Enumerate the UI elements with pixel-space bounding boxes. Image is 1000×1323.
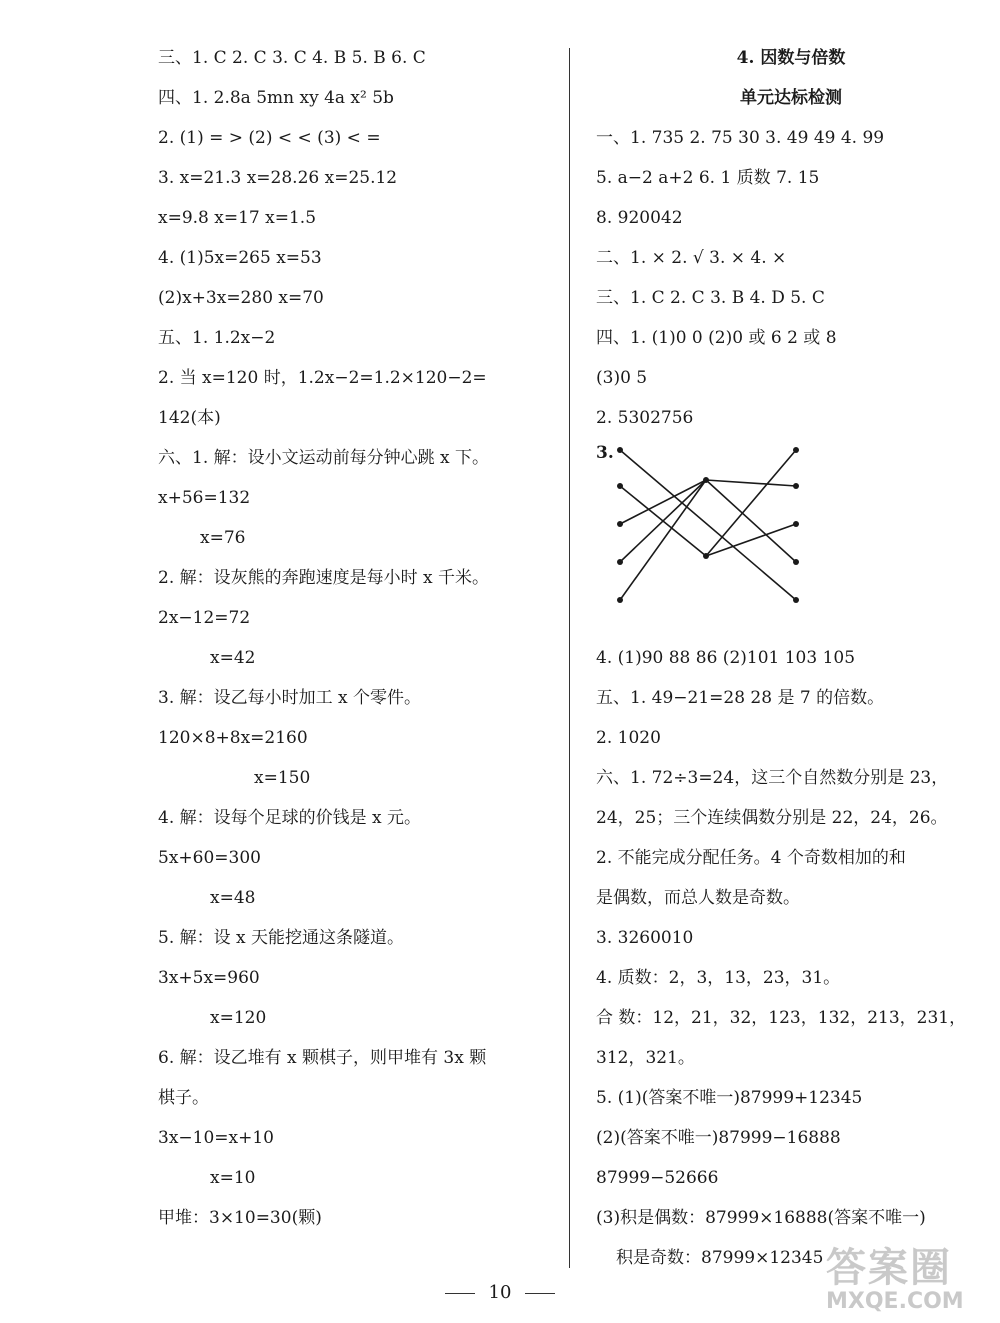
match-dot bbox=[617, 597, 623, 603]
section-subtitle: 单元达标检测 bbox=[740, 88, 842, 108]
match-dot bbox=[793, 597, 799, 603]
answer-line: 三、1. C 2. C 3. B 4. D 5. C bbox=[596, 288, 825, 308]
right-column bbox=[596, 38, 986, 1278]
match-dot bbox=[617, 447, 623, 453]
solution-line: x=120 bbox=[210, 1008, 267, 1028]
answer-line: 4. (1)5x=265 x=53 bbox=[158, 248, 322, 268]
answer-line: 甲堆：3×10=30(颗) bbox=[158, 1208, 322, 1228]
answer-line: 2. 5302756 bbox=[596, 408, 694, 428]
answer-line: 是偶数，而总人数是奇数。 bbox=[596, 888, 800, 908]
answer-line: 六、1. 72÷3=24，这三个自然数分别是 23， bbox=[596, 768, 949, 788]
match-dot bbox=[793, 521, 799, 527]
answer-line: 5. 解：设 x 天能挖通这条隧道。 bbox=[158, 928, 405, 948]
answer-line: 2. (1) = > (2) < < (3) < = bbox=[158, 128, 381, 148]
answer-line: 积是奇数：87999×12345 bbox=[616, 1248, 824, 1268]
left-column bbox=[158, 38, 558, 1238]
matching-diagram bbox=[596, 438, 986, 638]
answer-line: 5. a−2 a+2 6. 1 质数 7. 15 bbox=[596, 168, 820, 188]
answer-line: 87999−52666 bbox=[596, 1168, 719, 1188]
match-dot bbox=[793, 483, 799, 489]
column-divider bbox=[569, 48, 570, 1268]
match-dot bbox=[793, 559, 799, 565]
footer-dash-left bbox=[445, 1293, 475, 1294]
answer-line: 五、1. 1.2x−2 bbox=[158, 328, 276, 348]
answer-line: 2. 当 x=120 时，1.2x−2=1.2×120−2= bbox=[158, 368, 487, 388]
answer-line: 3. x=21.3 x=28.26 x=25.12 bbox=[158, 168, 398, 188]
answer-line: 五、1. 49−21=28 28 是 7 的倍数。 bbox=[596, 688, 885, 708]
answer-line: (3)积是偶数：87999×16888(答案不唯一) bbox=[596, 1208, 926, 1228]
match-dot bbox=[703, 477, 709, 483]
footer-dash-right bbox=[525, 1293, 555, 1294]
match-line bbox=[620, 480, 706, 600]
watermark bbox=[826, 1236, 964, 1314]
equation-line: 5x+60=300 bbox=[158, 848, 261, 868]
answer-line: 三、1. C 2. C 3. C 4. B 5. B 6. C bbox=[158, 48, 426, 68]
answer-line: 142(本) bbox=[158, 408, 221, 428]
match-line bbox=[706, 480, 796, 562]
solution-line: x=48 bbox=[210, 888, 256, 908]
watermark-en: MXQE.COM bbox=[826, 1289, 964, 1314]
match-line bbox=[620, 480, 706, 562]
answer-line: (2)(答案不唯一)87999−16888 bbox=[596, 1128, 841, 1148]
solution-line: x=42 bbox=[210, 648, 256, 668]
answer-line: 24，25；三个连续偶数分别是 22，24，26。 bbox=[596, 808, 948, 828]
match-dot bbox=[617, 483, 623, 489]
answer-line: x=9.8 x=17 x=1.5 bbox=[158, 208, 317, 228]
match-line bbox=[706, 480, 796, 486]
matching-lines-diagram bbox=[606, 438, 806, 638]
page-number: 10 bbox=[488, 1282, 512, 1303]
answer-line: 一、1. 735 2. 75 30 3. 49 49 4. 99 bbox=[596, 128, 885, 148]
solution-line: x=150 bbox=[254, 768, 311, 788]
answer-line: 312，321。 bbox=[596, 1048, 695, 1068]
watermark-cn: 答案圈 bbox=[826, 1245, 952, 1291]
equation-line: x+56=132 bbox=[158, 488, 251, 508]
section-title: 4. 因数与倍数 bbox=[736, 48, 846, 68]
answer-line: 2. 不能完成分配任务。4 个奇数相加的和 bbox=[596, 848, 906, 868]
equation-line: 2x−12=72 bbox=[158, 608, 251, 628]
answer-line: 3. 3260010 bbox=[596, 928, 694, 948]
answer-line: 6. 解：设乙堆有 x 颗棋子，则甲堆有 3x 颗 bbox=[158, 1048, 487, 1068]
equation-line: 3x+5x=960 bbox=[158, 968, 260, 988]
answer-line: 8. 920042 bbox=[596, 208, 683, 228]
answer-line: 4. 质数：2，3，13，23，31。 bbox=[596, 968, 841, 988]
solution-line: x=76 bbox=[200, 528, 246, 548]
answer-line: 4. 解：设每个足球的价钱是 x 元。 bbox=[158, 808, 422, 828]
answer-line: (3)0 5 bbox=[596, 368, 648, 388]
answer-line: 5. (1)(答案不唯一)87999+12345 bbox=[596, 1088, 863, 1108]
match-dot bbox=[617, 521, 623, 527]
answer-line: 二、1. × 2. √ 3. × 4. × bbox=[596, 248, 787, 268]
equation-line: 120×8+8x=2160 bbox=[158, 728, 308, 748]
match-dot bbox=[793, 447, 799, 453]
answer-line: 2. 解：设灰熊的奔跑速度是每小时 x 千米。 bbox=[158, 568, 490, 588]
answer-line: 3. 解：设乙每小时加工 x 个零件。 bbox=[158, 688, 422, 708]
answer-line: 2. 1020 bbox=[596, 728, 661, 748]
matching-label: 3. bbox=[596, 443, 614, 463]
equation-line: 3x−10=x+10 bbox=[158, 1128, 274, 1148]
match-dot bbox=[617, 559, 623, 565]
answer-line: (2)x+3x=280 x=70 bbox=[158, 288, 324, 308]
answer-line: 4. (1)90 88 86 (2)101 103 105 bbox=[596, 648, 856, 668]
match-line bbox=[620, 450, 796, 600]
solution-line: x=10 bbox=[210, 1168, 256, 1188]
answer-line: 六、1. 解：设小文运动前每分钟心跳 x 下。 bbox=[158, 448, 490, 468]
answer-line: 四、1. 2.8a 5mn xy 4a x² 5b bbox=[158, 88, 394, 108]
match-dot bbox=[703, 553, 709, 559]
answer-line: 合 数：12，21，32，123，132，213，231， bbox=[596, 1008, 967, 1028]
answer-line: 棋子。 bbox=[158, 1088, 209, 1108]
answer-line: 四、1. (1)0 0 (2)0 或 6 2 或 8 bbox=[596, 328, 837, 348]
